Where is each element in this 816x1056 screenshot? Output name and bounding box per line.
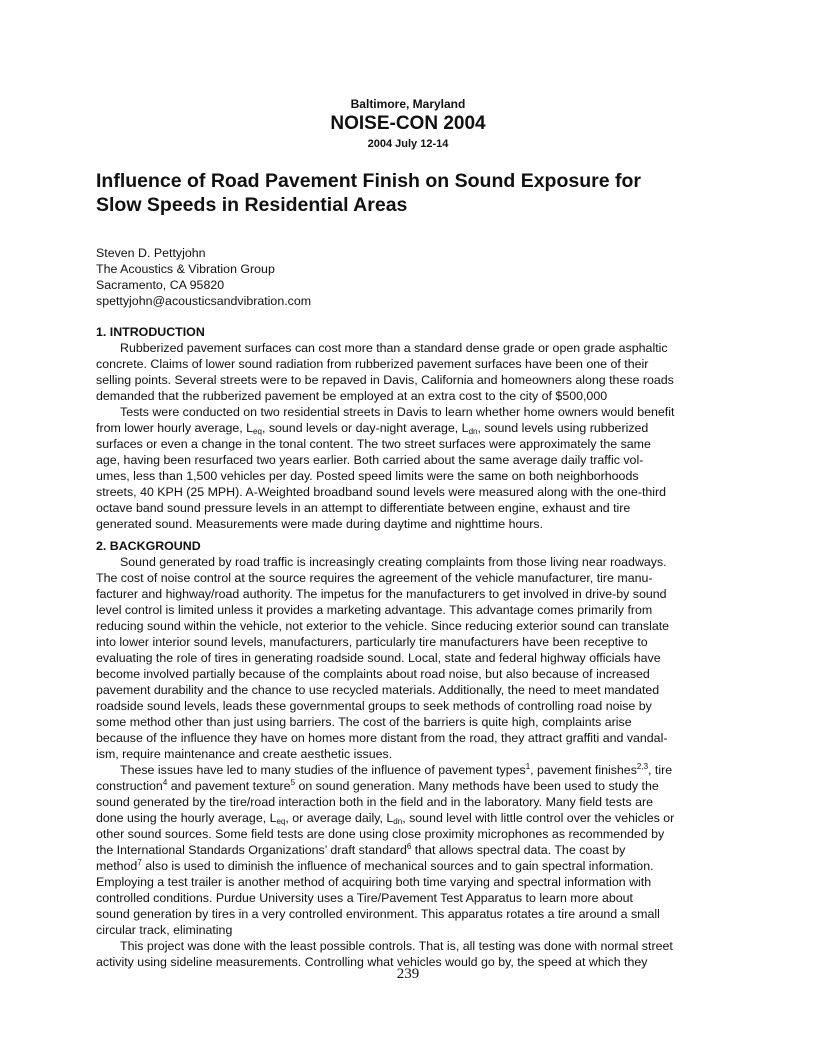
paragraph-line: method$^7$ also is used to diminish the influence of mechanical sources and to gain spectral information. (96, 858, 654, 873)
paragraph-line: demanded that the rubberized pavement be employed at an extra cost to the city of $500,000 (96, 389, 608, 403)
paragraph-line: The cost of noise control at the source requires the agreement of the vehicle manufacturer, tire manu- (96, 571, 653, 585)
paragraph-line: construction$^4$ and pavement texture$^5$ on sound generation. Many methods have been used to study the (96, 778, 659, 793)
paragraph-line: age, having been resurfaced two years earlier. Both carried about the same average daily traffic vol- (96, 453, 644, 467)
paper-title (96, 169, 720, 217)
citation-ref: 7 (137, 858, 142, 867)
section-heading: 2. BACKGROUND (96, 539, 201, 553)
citation-ref: 2,3 (636, 762, 649, 771)
paragraph-line: octave band sound pressure levels in an attempt to differentiate between engine, exhaust and tire (96, 501, 631, 515)
paragraph-line: ism, require maintenance and create aesthetic issues. (96, 747, 393, 761)
paragraph-line: concrete. Claims of lower sound radiation from rubberized pavement surfaces have been one of their (96, 357, 649, 371)
author-block (96, 245, 311, 309)
paragraph-line: generated sound. Measurements were made during daytime and nighttime hours. (96, 517, 544, 531)
paragraph-line: Rubberized pavement surfaces can cost more than a standard dense grade or open grade asphaltic (120, 341, 668, 355)
paragraph-line: into lower interior sound levels, manufacturers, particularly tire manufacturers have been receptive to (96, 635, 648, 649)
paragraph-line: surfaces or even a change in the tonal content. The two street surfaces were approximately the same (96, 437, 651, 451)
paragraph-line: This project was done with the least possible controls. That is, all testing was done with normal street (120, 939, 673, 953)
title-line: Influence of Road Pavement Finish on Sound Exposure for (96, 170, 641, 192)
section-introduction (96, 324, 720, 532)
paragraph-line: other sound sources. Some field tests are done using close proximity microphones as recommended by (96, 827, 665, 841)
paragraph-line: the International Standards Organizations’ draft standard$^6$ that allows spectral data. The coast by (96, 842, 626, 857)
conference-name: NOISE-CON 2004 (330, 113, 486, 134)
paragraph-line: activity using sideline measurements. Controlling what vehicles would go by, the speed at which they (96, 955, 648, 969)
paragraph-line: evaluating the role of tires in generating roadside sound. Local, state and federal highway officials have (96, 651, 661, 665)
paragraph-line: selling points. Several streets were to be repaved in Davis, California and homeowners along these roads (96, 373, 674, 387)
citation-ref: 5 (290, 778, 296, 787)
paragraph-line: umes, less than 1,500 vehicles per day. Posted speed limits were the same on both neighborhoods (96, 469, 639, 483)
paragraph-line: reducing sound within the vehicle, not exterior to the vehicle. Since reducing exterior sound can translate (96, 619, 670, 633)
section-background (96, 538, 720, 970)
conference-dates: 2004 July 12-14 (367, 138, 449, 150)
author-email: spettyjohn@acousticsandvibration.com (96, 294, 312, 308)
page-number: 239 (396, 966, 420, 982)
paragraph-line: sound generation by tires in a very controlled environment. This apparatus rotates a tire around a small (96, 907, 660, 921)
author-city: Sacramento, CA 95820 (96, 278, 225, 292)
paragraph-line: roadside sound levels, leads these governmental groups to seek methods of controlling road noise by (96, 699, 652, 713)
paragraph-line: some method other than just using barriers. The cost of the barriers is quite high, complaints arise (96, 715, 632, 729)
paragraph-line: pavement durability and the chance to use recycled materials. Additionally, the need to meet mandated (96, 683, 660, 697)
paragraph-line: streets, 40 KPH (25 MPH). A-Weighted broadband sound levels were measured along with the one-third (96, 485, 667, 499)
paragraph-line: controlled conditions. Purdue University uses a Tire/Pavement Test Apparatus to learn more about (96, 891, 633, 905)
paragraph-line: These issues have led to many studies of the influence of pavement types$^1$, pavement finishes$^{2,3}$, tire (120, 762, 673, 777)
conference-location: Baltimore, Maryland (350, 97, 466, 111)
paragraph-line: become involved partially because of the complaints about road noise, but also because of increased (96, 667, 650, 681)
paragraph-line: Sound generated by road traffic is increasingly creating complaints from those living near roadways. (120, 555, 667, 569)
section-heading: 1. INTRODUCTION (96, 325, 205, 339)
paragraph-line: sound generated by the tire/road interaction both in the field and in the laboratory. Many field tests are (96, 795, 654, 809)
paragraph-line: Tests were conducted on two residential streets in Davis to learn whether home owners would benefit (120, 405, 675, 419)
paragraph-line: level control is limited unless it provides a marketing advantage. This advantage comes primarily from (96, 603, 653, 617)
citation-ref: 4 (162, 778, 168, 787)
citation-ref: 1 (525, 762, 531, 771)
author-name: Steven D. Pettyjohn (96, 246, 206, 260)
paragraph-line: done using the hourly average, $L_{eq}$, or average daily, $L_{dn}$, sound level with little control over the vehicles or (96, 811, 675, 826)
paragraph-line: from lower hourly average, $L_{eq}$, sound levels or day-night average, $L_{dn}$, sound levels using rubberized (96, 421, 649, 436)
paragraph-line: because of the influence they have on homes more distant from the road, they attract graffiti and vandal- (96, 731, 668, 745)
title-line: Slow Speeds in Residential Areas (96, 194, 408, 216)
author-org: The Acoustics & Vibration Group (96, 262, 275, 276)
paragraph-line: Employing a test trailer is another method of acquiring both time varying and spectral information with (96, 875, 652, 889)
paragraph-line: facturer and highway/road authority. The impetus for the manufacturers to get involved in drive-by sound (96, 587, 667, 601)
paragraph-line: circular track, eliminating (96, 923, 233, 937)
citation-ref: 6 (406, 842, 412, 851)
